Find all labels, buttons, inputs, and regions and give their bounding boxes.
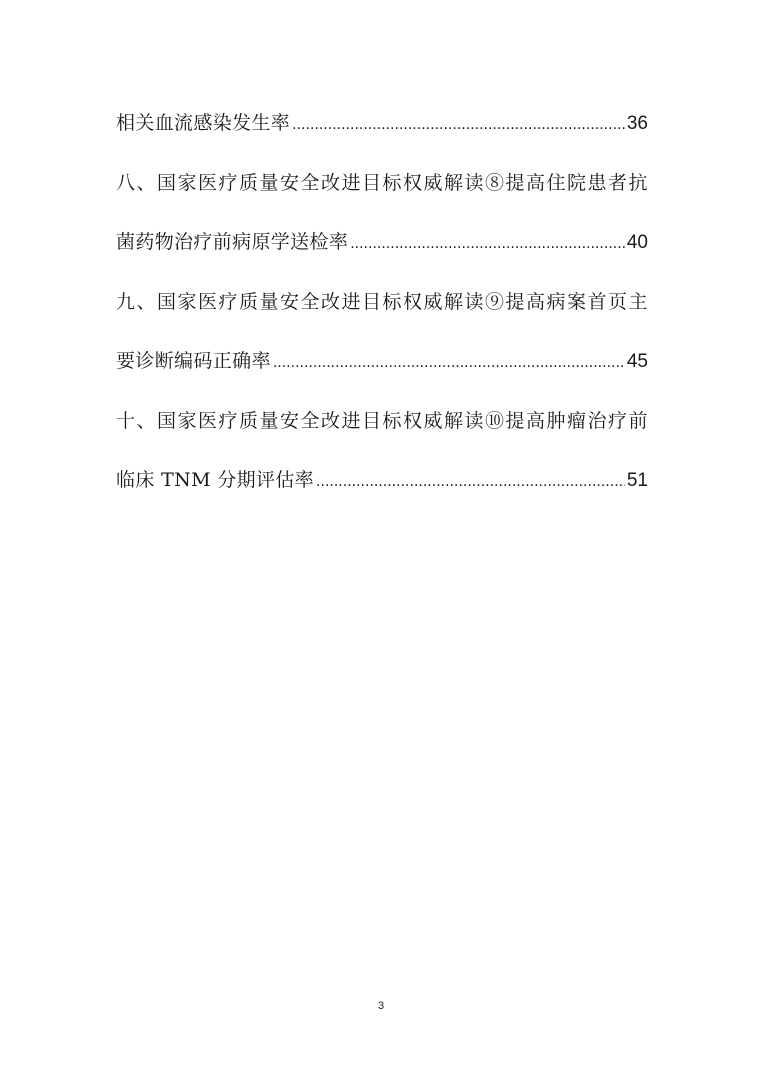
toc-entry-9-continuation[interactable] xyxy=(116,338,648,398)
toc-entry-text: 菌药物治疗前病原学送检率 xyxy=(116,231,349,253)
toc-entry-8-title[interactable] xyxy=(116,160,648,220)
toc-entry-9-title[interactable] xyxy=(116,279,648,339)
toc-entry-text: 相关血流感染发生率 xyxy=(116,112,291,134)
toc-entry-10-title[interactable] xyxy=(116,398,648,458)
toc-entry-continuation[interactable] xyxy=(116,100,648,160)
toc-entry-8-continuation[interactable] xyxy=(116,219,648,279)
dot-leader xyxy=(350,221,625,267)
toc-entry-text: 临床 TNM 分期评估率 xyxy=(116,469,315,491)
toc-page-number: 45 xyxy=(626,351,648,372)
toc-entry-text: 要诊断编码正确率 xyxy=(116,350,271,372)
toc-page-number: 40 xyxy=(626,232,648,253)
toc-entry-text: 十、国家医疗质量安全改进目标权威解读⑩提高肿瘤治疗前 xyxy=(116,409,650,432)
toc-page-number: 36 xyxy=(626,113,648,134)
toc-entry-text: 九、国家医疗质量安全改进目标权威解读⑨提高病案首页主 xyxy=(116,290,650,313)
toc-entry-text: 八、国家医疗质量安全改进目标权威解读⑧提高住院患者抗 xyxy=(116,171,650,194)
dot-leader xyxy=(292,102,625,148)
footer-page-number: 3 xyxy=(377,1000,385,1012)
dot-leader xyxy=(316,459,625,505)
table-of-contents xyxy=(116,100,648,517)
toc-page-number: 51 xyxy=(626,470,648,491)
dot-leader xyxy=(273,340,625,386)
toc-entry-10-continuation[interactable] xyxy=(116,457,648,517)
